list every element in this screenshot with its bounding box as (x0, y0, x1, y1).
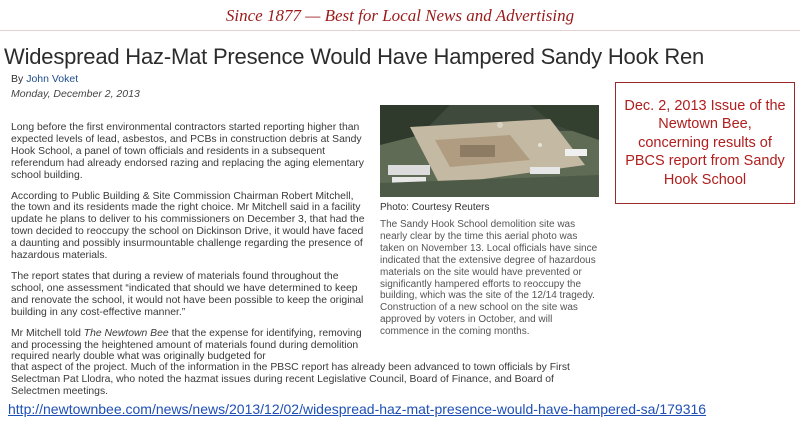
demolition-site-photo (380, 105, 599, 197)
annotation-text: Dec. 2, 2013 Issue of the Newtown Bee, concerning results of PBCS report from Sandy Hook School (624, 97, 786, 188)
article-date: Monday, December 2, 2013 (11, 88, 140, 100)
article-headline: Widespread Haz-Mat Presence Would Have Hampered Sandy Hook Ren (4, 44, 705, 69)
paragraph-4-rest: that the expense for identifying, removing and processing the heightened amount of materials found during demolition required nearly double what was originally budgeted for (11, 327, 362, 363)
photo-caption: The Sandy Hook School demolition site was nearly clear by the time this aerial photo was taken on November 13. Local officials have since indicated that the extensive degree of hazardous materials on the site would have prevented or significantly hampered efforts to reoccupy the building, which was the site of the 12/14 tragedy. Construction of a new school on the site was approved by voters in October, and will commence in the coming months. (380, 219, 598, 338)
masthead-tagline: Since 1877 — Best for Local News and Advertising (225, 6, 575, 25)
paragraph-3: The report states that during a review of materials found throughout the school, one assessment “indicated that should we have determined to keep and renovate the school, it would not have been possible to keep the original building in any cost-effective manner.” (11, 270, 364, 318)
annotation-callout (615, 82, 795, 204)
author-link[interactable]: John Voket (26, 73, 79, 85)
source-url-link[interactable]: http://newtownbee.com/news/news/2013/12/02/widespread-haz-mat-presence-would-have-hampered-sa/179316 (8, 401, 707, 417)
byline-prefix: By (11, 73, 24, 85)
paragraph-4 (11, 328, 369, 364)
photo-credit: Photo: Courtesy Reuters (380, 202, 490, 213)
paragraph-2: According to Public Building & Site Commission Chairman Robert Mitchell, the town and its residents made the right choice. Mr Mitchell said in a facility update he plans to deliver to his commissioners on December 3, that had the town decided to reoccupy the school on Dickinson Drive, it would have faced a daunting and possibly insurmountable challenge regarding the presence of hazardous materials. (11, 190, 365, 262)
aerial-photo-graphic (380, 105, 599, 197)
paragraph-1: Long before the first environmental contractors started reporting higher than expected levels of lead, asbestos, and PCBs in construction debris at Sandy Hook School, a panel of town officials and residents in a subsequent referendum had already endorsed razing and replacing the aging elementary school building. (11, 122, 364, 181)
paragraph-4-continued: that aspect of the project. Much of the information in the PBSC report has already been advanced to town officials by First Selectman Pat Llodra, who noted the hazmat issues during recent Legislative Council, Board of Finance, and Board of Selectmen meetings. (11, 362, 570, 397)
article-body (11, 122, 369, 372)
newspaper-name: The Newtown Bee (83, 327, 169, 339)
masthead-divider (0, 30, 800, 31)
paragraph-4-start: Mr Mitchell told (11, 327, 81, 339)
article-byline (11, 73, 78, 85)
